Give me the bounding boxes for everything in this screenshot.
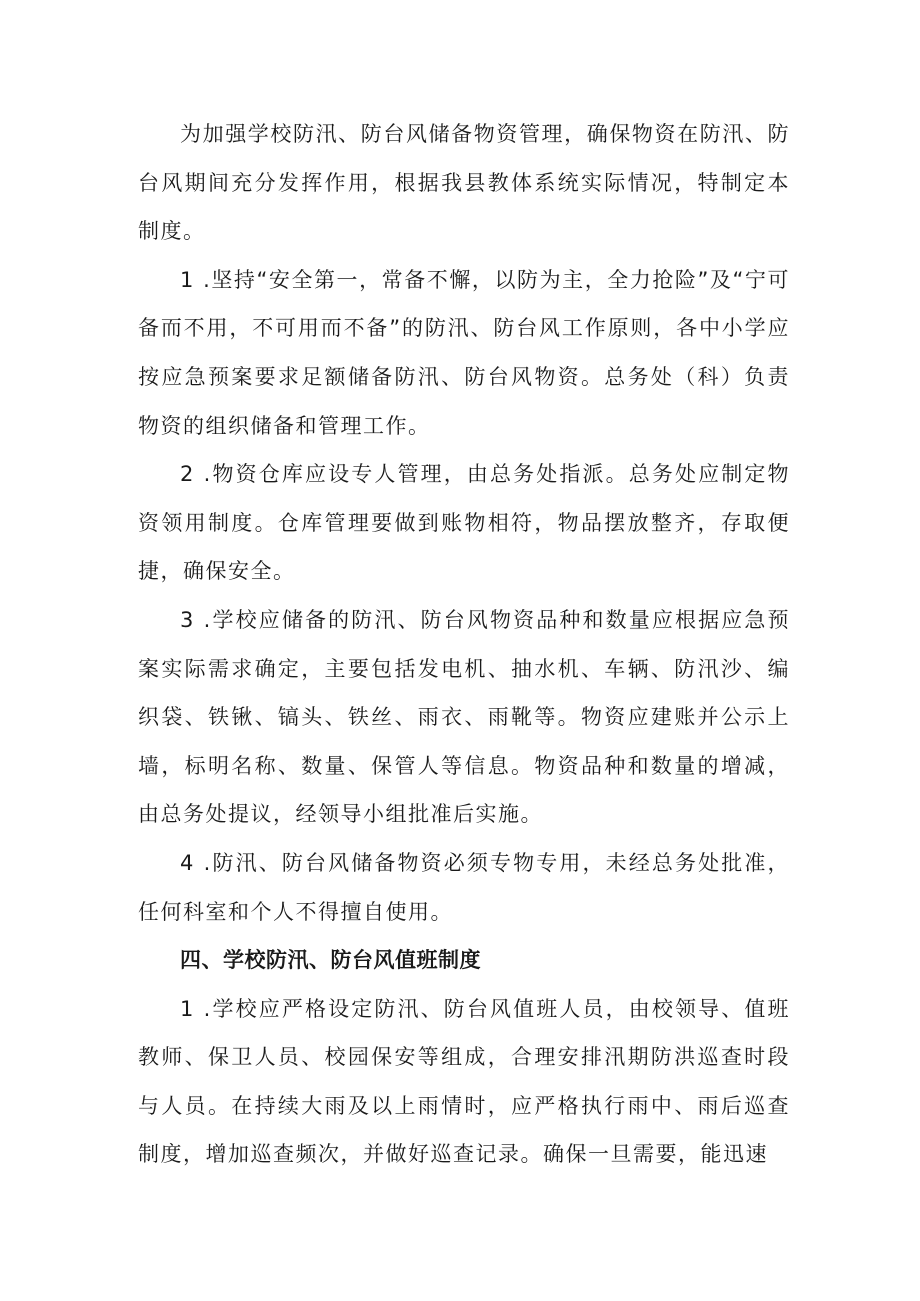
section-heading: 四、学校防汛、防台风值班制度 — [180, 948, 481, 973]
intro-paragraph: 为加强学校防汛、防台风储备物资管理，确保物资在防汛、防台风期间充分发挥作用，根据我县教体系统实际情况，特制定本制度。 — [138, 122, 790, 244]
item-2-paragraph: 2 .物资仓库应设专人管理，由总务处指派。总务处应制定物资领用制度。仓库管理要做到账物相符，物品摆放整齐，存取便捷，确保安全。 — [138, 462, 790, 584]
document-body — [138, 110, 790, 1179]
item-1-paragraph: 1 .坚持“安全第一，常备不懈，以防为主，全力抢险”及“宁可备而不用，不可用而不备”的防汛、防台风工作原则，各中小学应按应急预案要求足额储备防汛、防台风物资。总务处（科）负责物资的组织储备和管理工作。 — [138, 267, 790, 438]
item-4-paragraph: 4 .防汛、防台风储备物资必须专物专用，未经总务处批准，任何科室和个人不得擅自使用。 — [138, 850, 790, 924]
item-3-paragraph: 3 .学校应储备的防汛、防台风物资品种和数量应根据应急预案实际需求确定，主要包括发电机、抽水机、车辆、防汛沙、编织袋、铁锹、镐头、铁丝、雨衣、雨靴等。物资应建账并公示上墙，标明名称、数量、保管人等信息。物资品种和数量的增减，由总务处提议，经领导小组批准后实施。 — [138, 607, 790, 827]
section-item-1-paragraph: 1 .学校应严格设定防汛、防台风值班人员，由校领导、值班教师、保卫人员、校园保安等组成，合理安排汛期防洪巡查时段与人员。在持续大雨及以上雨情时，应严格执行雨中、雨后巡查制度，增加巡查频次，并做好巡查记录。确保一旦需要，能迅速 — [138, 996, 790, 1167]
